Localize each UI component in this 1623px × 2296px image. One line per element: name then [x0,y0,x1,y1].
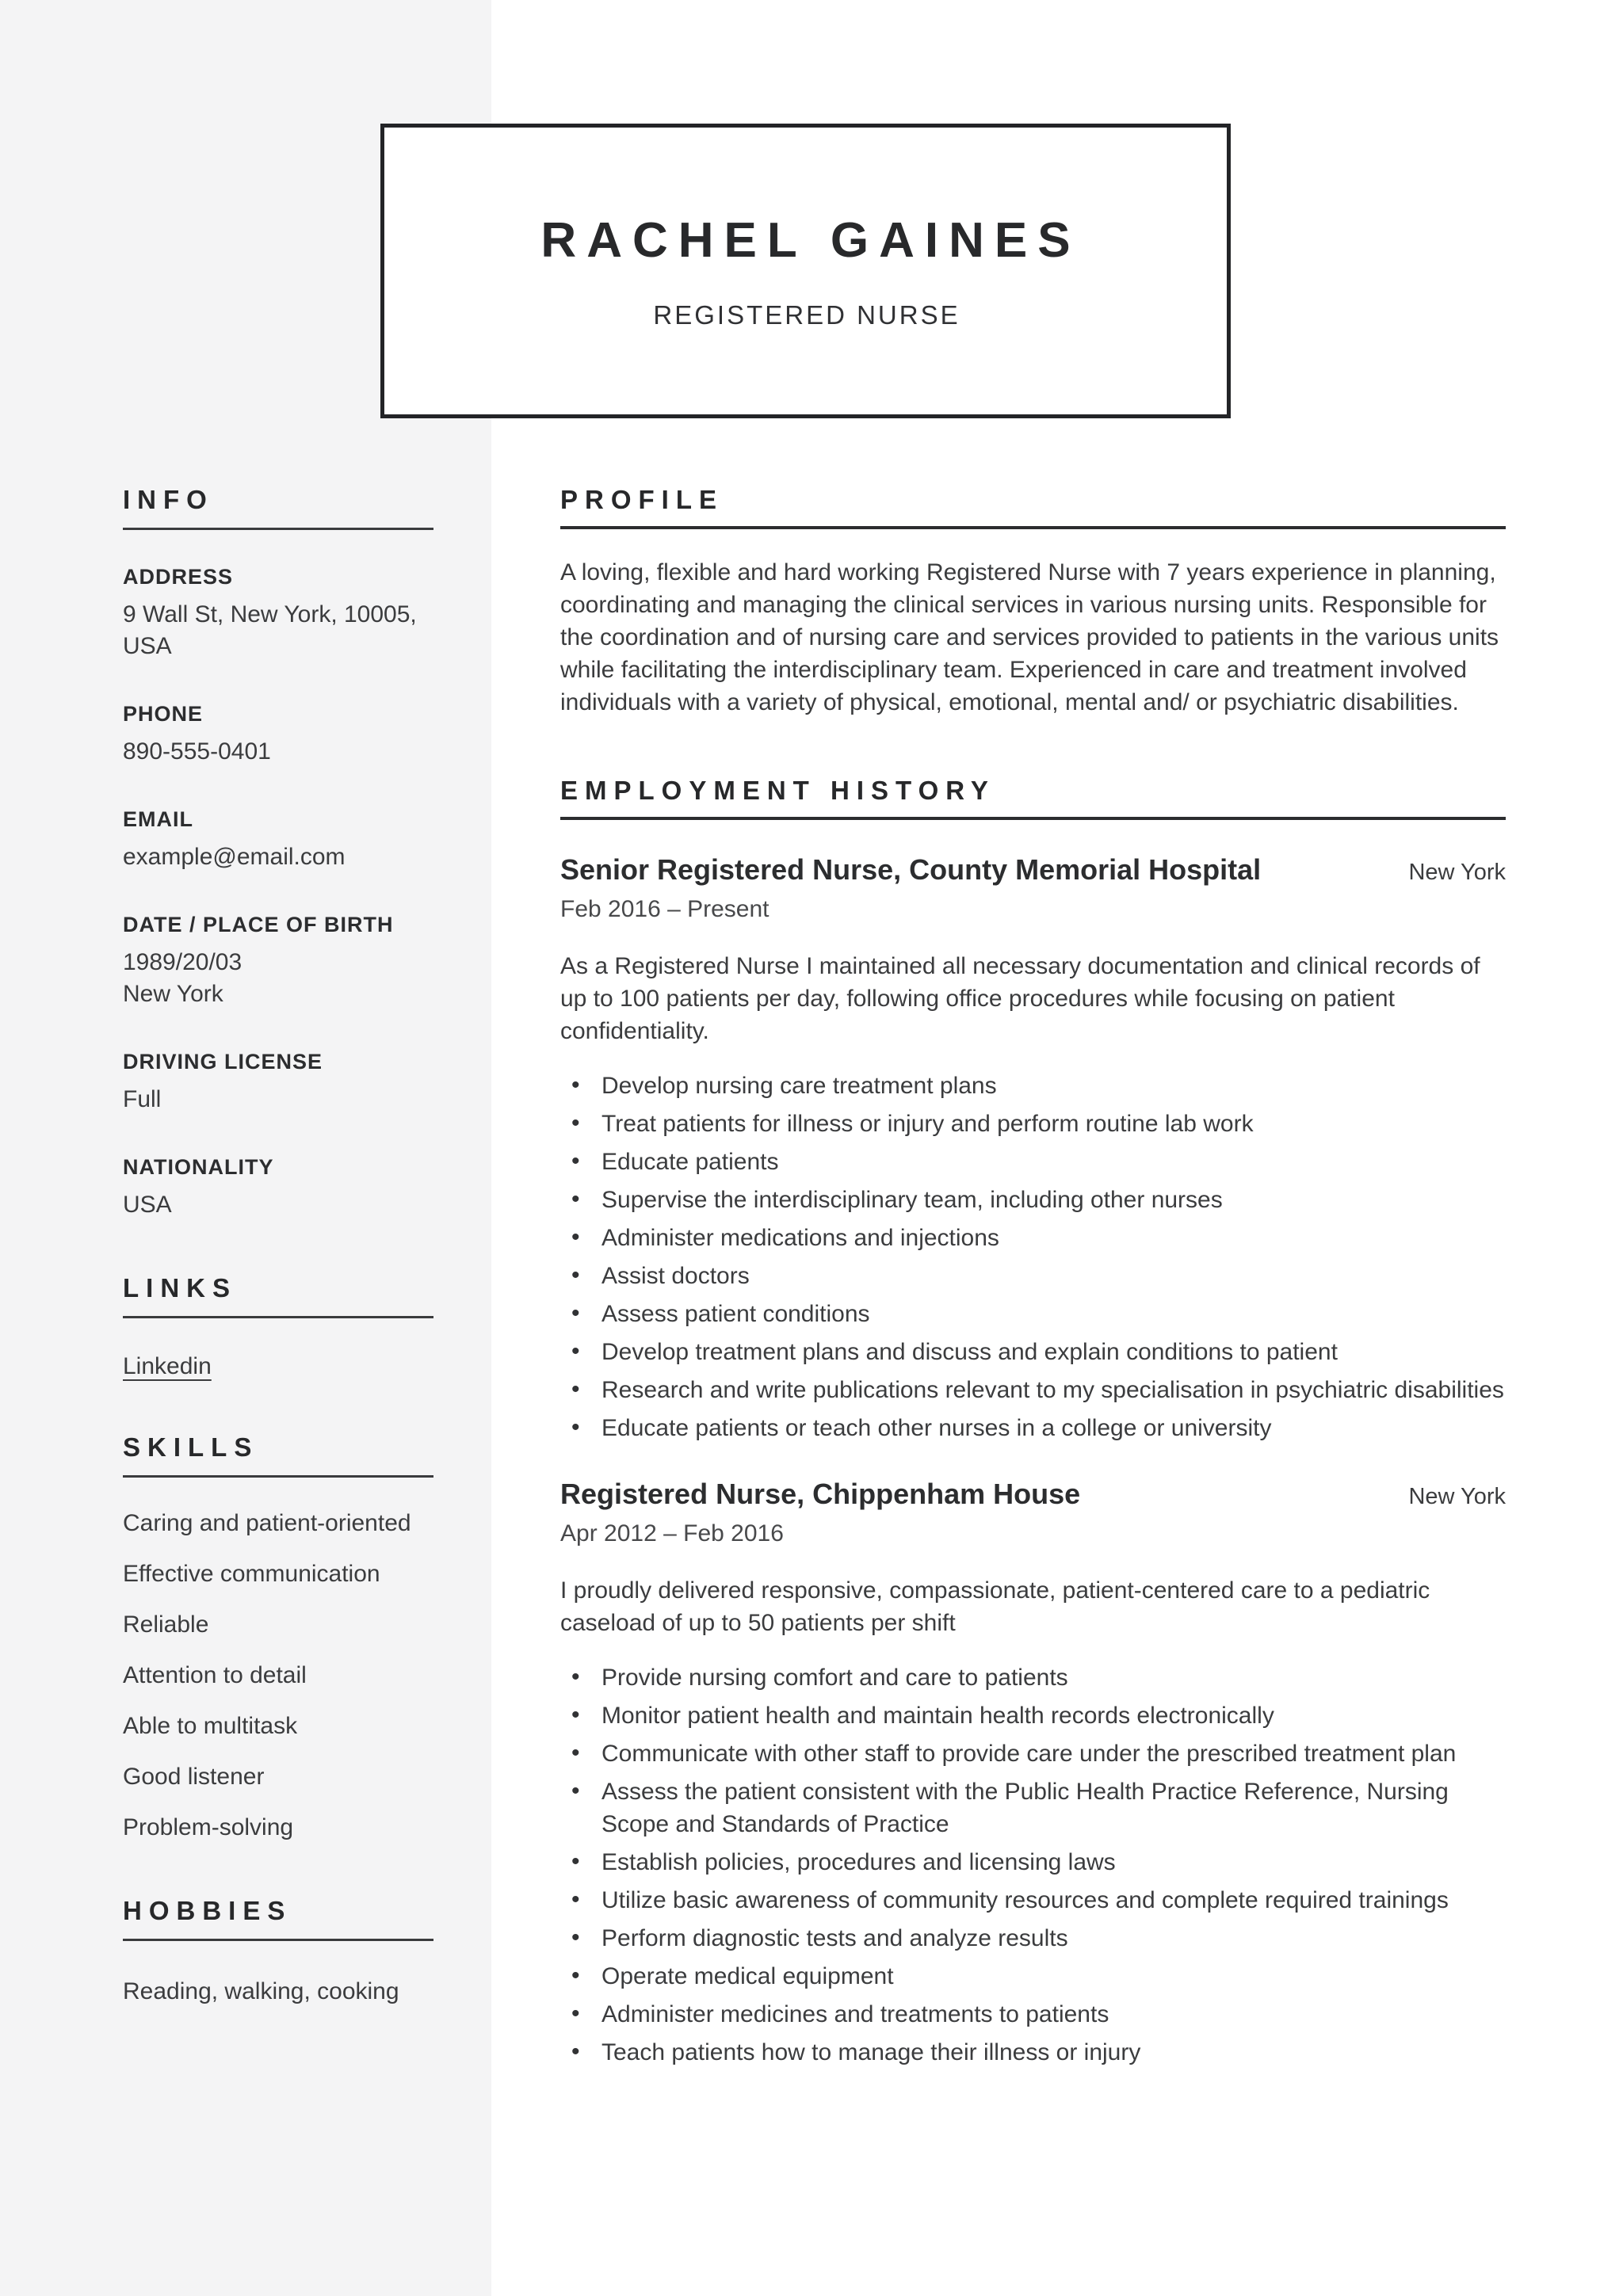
info-heading: INFO [123,485,214,514]
skills-section [123,1432,433,1844]
job-bullet: • Develop treatment plans and discuss and explain conditions to patient [560,1336,1506,1368]
info-field-label: EMAIL [123,807,193,831]
skills-list [123,1508,433,1844]
profile-section [560,485,1506,719]
job-bullet-list [560,1070,1506,1444]
job-bullet-list [560,1661,1506,2069]
job-header-row [560,1478,1506,1511]
job-dates: Apr 2012 – Feb 2016 [560,1520,784,1547]
info-field-values [123,736,433,768]
profile-text: A loving, flexible and hard working Registered Nurse with 7 years experience in planning, coordinating and managing the clinical services in various nursing units. Responsible for the coordination and of nursing care and services provided to patients in the various units while facilitating the interdisciplinary team. Experienced in care and treatment involved individuals with a variety of physical, emotional, mental and/ or psychiatric disabilities. [560,559,1499,715]
job-bullet: • Perform diagnostic tests and analyze results [560,1922,1506,1955]
employment-section [560,776,1506,2069]
skill-item: Able to multitask [123,1713,298,1739]
skill-item: Good listener [123,1764,265,1790]
skills-heading: SKILLS [123,1432,259,1462]
info-divider [123,528,433,530]
job-entry [560,1478,1506,2069]
info-field-values [123,1084,433,1116]
links-list [123,1318,433,1380]
skills-divider [123,1475,433,1478]
job-location: New York [1408,860,1506,885]
person-name: RACHEL GAINES [540,212,1081,268]
job-bullet: • Educate patients or teach other nurses in a college or university [560,1412,1506,1444]
hobbies-heading: HOBBIES [123,1896,292,1925]
job-bullet: • Teach patients how to manage their illness or injury [560,2036,1506,2069]
job-title: Senior Registered Nurse, County Memorial Hospital [560,853,1262,886]
job-bullet: • Develop nursing care treatment plans [560,1070,1506,1102]
job-location: New York [1408,1484,1506,1509]
info-field-label: DATE / PLACE OF BIRTH [123,913,394,936]
sidebar [123,485,433,2008]
jobs-list [560,853,1506,2069]
hobbies-divider [123,1939,433,1941]
info-field [123,565,433,662]
skill-item: Problem-solving [123,1814,294,1840]
info-field-values [123,1189,433,1221]
profile-heading: PROFILE [560,485,724,514]
skill-item: Attention to detail [123,1662,307,1688]
main-content [560,485,1506,2074]
info-field [123,913,433,1010]
skill-item: Effective communication [123,1561,380,1587]
person-job-title: REGISTERED NURSE [653,299,960,330]
job-bullet: • Educate patients [560,1146,1506,1178]
job-bullet: • Assist doctors [560,1260,1506,1292]
info-field [123,807,433,873]
employment-heading: EMPLOYMENT HISTORY [560,776,995,805]
info-field-label: NATIONALITY [123,1155,274,1179]
job-summary: I proudly delivered responsive, compassionate, patient-centered care to a pediatric caseload of up to 50 patients per shift [560,1577,1430,1636]
job-bullet: • Research and write publications relevant to my specialisation in psychiatric disabilities [560,1374,1506,1406]
header-box [380,124,1231,418]
linkedin-link[interactable]: Linkedin [123,1353,212,1379]
job-bullet: • Operate medical equipment [560,1960,1506,1993]
info-field [123,702,433,768]
info-field-value: 890-555-0401 [123,738,271,765]
info-field-value: New York [123,981,223,1007]
info-field-label: PHONE [123,702,204,726]
job-bullet: • Administer medications and injections [560,1222,1506,1254]
info-field-values [123,599,433,662]
hobbies-section [123,1896,433,2008]
employment-divider [560,817,1506,820]
profile-divider [560,526,1506,529]
info-field-value: 1989/20/03 [123,949,242,975]
job-bullet: • Monitor patient health and maintain health records electronically [560,1699,1506,1732]
info-field-value: example@email.com [123,844,346,870]
info-fields [123,565,433,1221]
info-field-values [123,947,433,1010]
info-field-value: Full [123,1086,162,1112]
job-bullet: • Establish policies, procedures and licensing laws [560,1846,1506,1878]
job-bullet: • Utilize basic awareness of community resources and complete required trainings [560,1884,1506,1917]
job-bullet: • Supervise the interdisciplinary team, including other nurses [560,1184,1506,1216]
job-entry [560,853,1506,1444]
job-bullet: • Treat patients for illness or injury and perform routine lab work [560,1108,1506,1140]
job-bullet: • Provide nursing comfort and care to patients [560,1661,1506,1694]
info-field-value: USA [123,1192,172,1218]
skill-item: Reliable [123,1611,209,1638]
job-summary: As a Registered Nurse I maintained all necessary documentation and clinical records of up to 100 patients per day, following office procedures while focusing on patient confidentiality. [560,953,1480,1044]
info-field [123,1050,433,1116]
links-section [123,1273,433,1380]
info-field-value: 9 Wall St, New York, 10005, USA [123,601,417,659]
job-dates: Feb 2016 – Present [560,896,769,922]
job-bullet: • Assess the patient consistent with the Public Health Practice Reference, Nursing Scope and Standards of Practice [560,1775,1506,1840]
skill-item: Caring and patient-oriented [123,1510,411,1536]
info-field [123,1155,433,1221]
job-bullet: • Communicate with other staff to provide care under the prescribed treatment plan [560,1737,1506,1770]
job-header-row [560,853,1506,887]
job-title: Registered Nurse, Chippenham House [560,1478,1081,1510]
info-section [123,485,433,1221]
job-bullet: • Assess patient conditions [560,1298,1506,1330]
info-field-values [123,841,433,873]
job-bullet: • Administer medicines and treatments to patients [560,1998,1506,2031]
info-field-label: ADDRESS [123,565,234,589]
links-heading: LINKS [123,1273,237,1302]
hobbies-text: Reading, walking, cooking [123,1978,399,2004]
info-field-label: DRIVING LICENSE [123,1050,323,1074]
